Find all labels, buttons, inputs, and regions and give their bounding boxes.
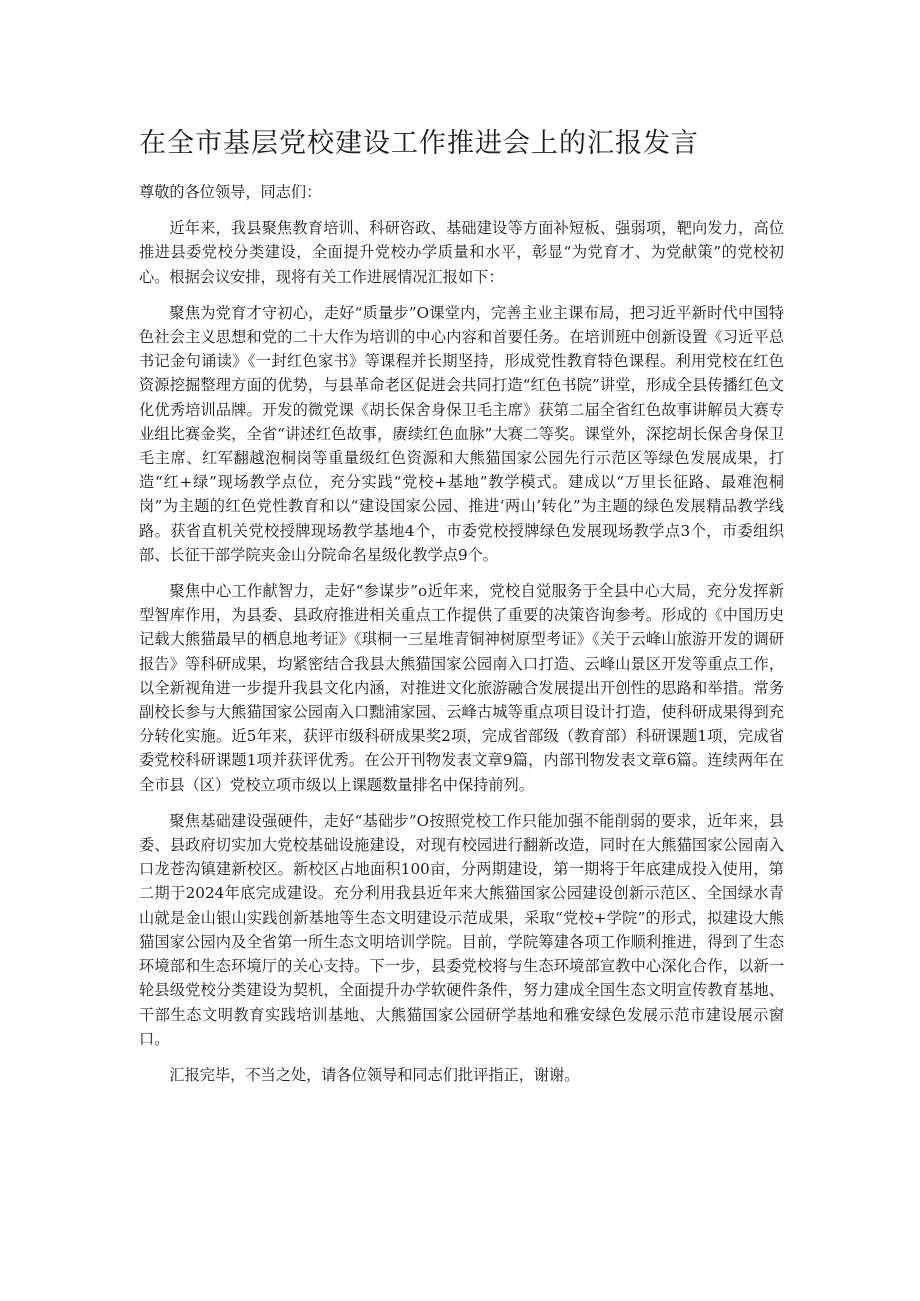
paragraph-advisor-step: 聚焦中心工作献智力，走好“参谋步”o近年来，党校自觉服务于全县中心大局，充分发挥新型智库作用，为县委、县政府推进相关重点工作提供了重要的决策咨询参考。形成的《中国历史记载大熊猫最早的栖息地考证》《琪桐一三星堆青铜神树原型考证》《关于云峰山旅游开发的调研报告》等科研成果，均紧密结合我县大熊猫国家公园南入口打造、云峰山景区开发等重点工作，以全新视角进一步提升我县文化内涵，对推进文化旅游融合发展提出开创性的思路和举措。常务副校长参与大熊猫国家公园南入口黜浦家园、云峰古城等重点项目设计打造，使科研成果得到充分转化实施。近5年来，获评市级科研成果奖2项，完成省部级（教育部）科研课题1项，完成省委党校科研课题1项并获评优秀。在公开刊物发表文章9篇，内部刊物发表文章6篇。连续两年在全市县（区）党校立项市级以上课题数量排名中保持前列。 [139, 582, 784, 794]
paragraph-intro: 近年来，我县聚焦教育培训、科研咨政、基础建设等方面补短板、强弱项，靶向发力，高位推进县委党校分类建设，全面提升党校办学质量和水平，彰显“为党育才、为党献策”的党校初心。根据会议安排，现将有关工作进展情况汇报如下： [139, 219, 784, 286]
document-title: 在全市基层党校建设工作推进会上的汇报发言 [139, 128, 699, 159]
salutation: 尊敬的各位领导，同志们： [139, 183, 322, 201]
paragraph-closing: 汇报完毕，不当之处，请各位领导和同志们批评指正，谢谢。 [169, 1065, 580, 1084]
paragraph-foundation-step: 聚焦基础建设强硬件，走好“基础步”O按照党校工作只能加强不能削弱的要求，近年来，县委、县政府切实加大党校基础设施建设，对现有校园进行翻新改造，同时在大熊猫国家公园南入口龙苍沟镇建新校区。新校区占地面积100亩，分两期建设，第一期将于年底建成投入使用，第二期于2024年底完成建设。充分利用我县近年来大熊猫国家公园建设创新示范区、全国绿水青山就是金山银山实践创新基地等生态文明建设示范成果，采取“党校+学院”的形式，拟建设大熊猫国家公园内及全省第一所生态文明培训学院。目前，学院筹建各项工作顺利推进，得到了生态环境部和生态环境厅的关心支持。下一步，县委党校将与生态环境部宣教中心深化合作，以新一轮县级党校分类建设为契机，全面提升办学软硬件条件，努力建成全国生态文明宣传教育基地、干部生态文明教育实践培训基地、大熊猫国家公园研学基地和雅安绿色发展示范市建设展示窗口。 [139, 811, 784, 1048]
paragraph-quality-step: 聚焦为党育才守初心，走好“质量步”O课堂内，完善主业主课布局，把习近平新时代中国特色社会主义思想和党的二十大作为培训的中心内容和首要任务。在培训班中创新设置《习近平总书记金句诵读》《一封红色家书》等课程并长期坚持，形成党性教育特色课程。利用党校在红色资源挖掘整理方面的优势，与县革命老区促进会共同打造“红色书院”讲堂，形成全县传播红色文化优秀培训品牌。开发的微党课《胡长保舍身保卫毛主席》获第二届全省红色故事讲解员大赛专业组比赛金奖，全省“讲述红色故事，赓续红色血脉”大赛二等奖。课堂外，深挖胡长保舍身保卫毛主席、红军翻越泡桐岗等重量级红色资源和大熊猫国家公园先行示范区等绿色发展成果，打造“红+绿”现场教学点位，充分实践“党校+基地”教学模式。建成以“万里长征路、最难泡桐岗”为主题的红色党性教育和以“建设国家公园、推进‘两山’转化”为主题的绿色发展精品教学线路。获省直机关党校授牌现场教学基地4个，市委党校授牌绿色发展现场教学点3个，市委组织部、长征干部学院夹金山分院命名星级化教学点9个。 [139, 303, 784, 564]
document-body [139, 180, 784, 1099]
